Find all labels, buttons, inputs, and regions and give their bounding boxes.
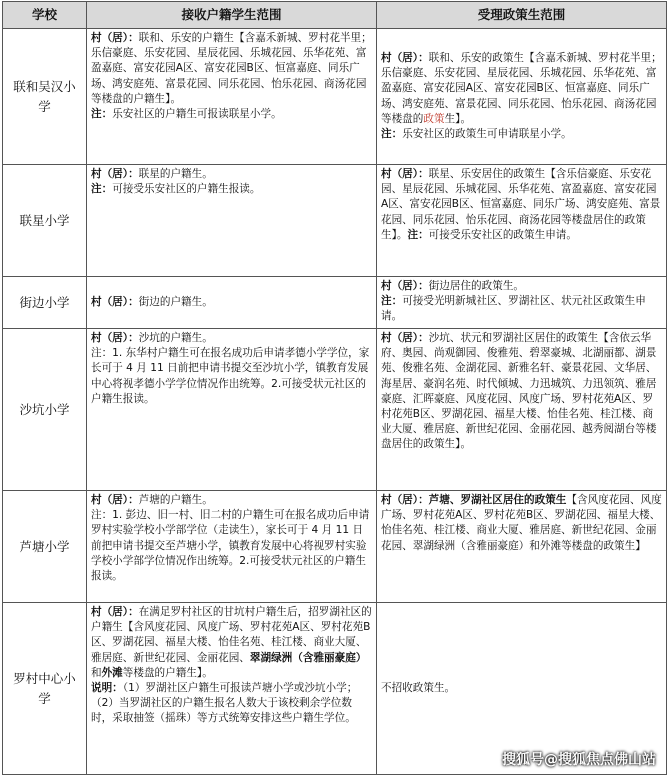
policy-paragraph: 村（居）：街边居住的政策生。 [381, 280, 525, 292]
household-cell [87, 29, 377, 165]
household-cell [87, 277, 377, 329]
policy-paragraph: 村（居）：沙坑、状元和罗湖社区居住的政策生【含依云华府、奥园、尚观御园、俊雅苑、碧翠豪城、北湖丽都、湖景苑、俊雅名苑、金湖花园、新雅名轩、豪景花园、文华居、海星居、豪润名苑、时代倾城、力迅城筑、力迅领筑、雅居豪庭、汇晖豪庭、风度花园、风度广场、罗村花苑A区、罗村花苑B区、罗湖花园、福星大楼、怡佳名苑、桂江楼、商业大厦、雅居庭、新世纪花园、金丽花园、越秀阅湖台等楼盘居住的政策生】。 [381, 332, 657, 451]
school-name: 芦塘小学 [3, 491, 87, 603]
household-paragraph: 村（居）：芦塘的户籍生。 [91, 494, 213, 506]
table-row [3, 491, 667, 603]
school-name: 联星小学 [3, 165, 87, 277]
household-paragraph: 村（居）：联星的户籍生。 [91, 168, 213, 180]
policy-cell [377, 277, 667, 329]
header-policy: 受理政策生范围 [377, 2, 667, 29]
table-row [3, 29, 667, 165]
school-enrollment-table [2, 1, 667, 775]
school-name: 联和吴汉小学 [3, 29, 87, 165]
table-row [3, 165, 667, 277]
header-household: 接收户籍学生范围 [87, 2, 377, 29]
household-paragraph: 村（居）：在满足罗村社区的甘坑村户籍生后，招罗湖社区的户籍生【含风度花园、风度广场、罗村花苑A区、罗村花苑B区、罗湖花园、福星大楼、怡佳名苑、桂江楼、商业大厦、雅居庭、新世纪花园、金丽花园、翠湖绿洲（含雅丽豪庭）和外滩等楼盘的户籍生】。 [91, 606, 372, 679]
household-cell [87, 603, 377, 775]
household-note: 注：乐安社区的户籍生可报读联星小学。 [91, 108, 282, 121]
red-highlight: 政策 [423, 112, 445, 125]
policy-paragraph: 村（居）：芦塘、罗湖社区居住的政策生【含风度花园、风度广场、罗村花苑A区、罗村花苑B区、罗湖花园、福星大楼、怡佳名苑、桂江楼、商业大厦、雅居庭、新世纪花园、金丽花园、翠湖绿洲（含雅丽豪庭）和外滩等楼盘的政策生】 [381, 494, 662, 552]
household-paragraph: 村（居）：街边的户籍生。 [91, 295, 213, 308]
household-cell [87, 491, 377, 603]
household-note: 注：可接受乐安社区的户籍生报读。 [91, 183, 261, 196]
policy-cell [377, 329, 667, 491]
household-cell [87, 165, 377, 277]
policy-cell [377, 165, 667, 277]
policy-cell [377, 491, 667, 603]
household-paragraph: 村（居）：沙坑的户籍生。 [91, 332, 213, 344]
policy-paragraph: 不招收政策生。 [381, 681, 456, 694]
header-school: 学校 [3, 2, 87, 29]
policy-note: 注：可接受光明新城社区、罗湖社区、状元社区政策生申请。 [381, 295, 646, 323]
policy-paragraph: 村（居）：联和、乐安的政策生【含嘉禾新城、罗村花半里；乐信豪庭、乐安花园、星辰花园、乐城花园、乐华花苑、富盈嘉庭、富安花园A区、富安花园B区、恒富嘉庭、同乐广场、鸿安庭苑、富景花园、同乐花园、怡乐花园、商汤花园等楼盘的政策生】。 [381, 51, 662, 125]
school-name: 沙坑小学 [3, 329, 87, 491]
policy-cell [377, 29, 667, 165]
policy-paragraph: 村（居）：联星、乐安居住的政策生【含乐信豪庭、乐安花园、星辰花园、乐城花园、乐华花苑、富盈嘉庭、富安花园A区、富安花园B区、恒富嘉庭、同乐广场、鸿安庭苑、富景花园、同乐花园、怡乐花园、商汤花园等楼盘居住的政策生】。注：可接受乐安社区的政策生申请。 [381, 168, 661, 241]
school-name: 罗村中心小学 [3, 603, 87, 775]
table-row [3, 329, 667, 491]
household-cell [87, 329, 377, 491]
household-note: 说明：（1）罗湖社区户籍生可报读芦塘小学或沙坑小学；（2）当罗湖社区的户籍生报名人数大于该校剩余学位数时，采取抽签（摇珠）等方式统筹安排这些户籍生学位。 [91, 682, 358, 725]
policy-note: 注：乐安社区的政策生可申请联星小学。 [381, 127, 572, 140]
school-name: 街边小学 [3, 277, 87, 329]
household-note: 注：1. 东华村户籍生可在报名成功后申请孝德小学学位，家长可于 4 月 11 日前把申请书提交至沙坑小学，镇教育发展中心将视孝德小学学位情况作出统筹。2.可接受状元社区的户籍生报读。 [91, 347, 370, 405]
household-paragraph: 村（居）：联和、乐安的户籍生【含嘉禾新城、罗村花半里；乐信豪庭、乐安花园、星辰花园、乐城花园、乐华花苑、富盈嘉庭、富安花园A区、富安花园B区、恒富嘉庭、同乐广场、鸿安庭苑、富景花园、同乐花园、怡乐花园、商汤花园等楼盘的户籍生】。 [91, 32, 372, 105]
household-note: 注：1. 彭边、旧一村、旧二村的户籍生可在报名成功后申请罗村实验学校小学部学位（走读生），家长可于 4 月 11 日前把申请书提交至芦塘小学，镇教育发展中心将视罗村实验学校小学部学位情况作出统筹。2.可接受状元社区的户籍生报读。 [91, 509, 370, 583]
watermark-text: 搜狐号@搜狐焦点佛山站 [502, 752, 656, 768]
header-row [3, 2, 667, 29]
table-row [3, 277, 667, 329]
